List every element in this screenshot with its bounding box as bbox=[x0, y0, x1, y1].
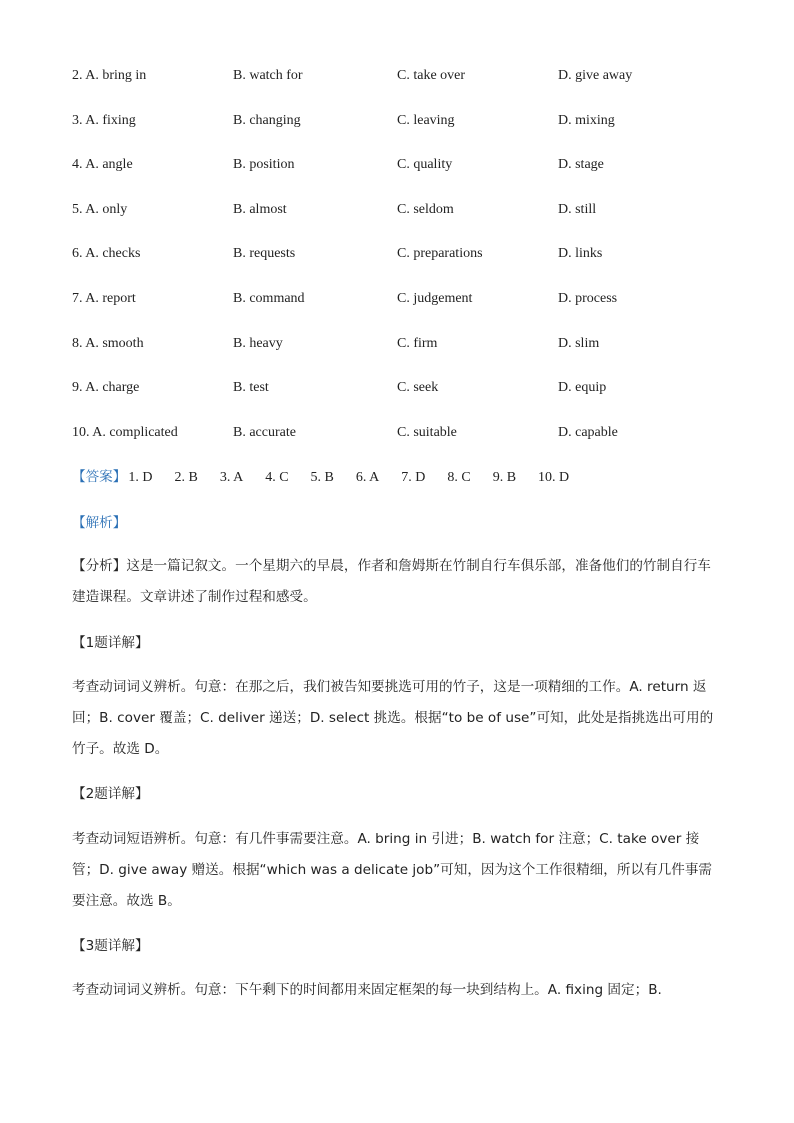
option-a: 5. A. only bbox=[72, 201, 128, 217]
option-row bbox=[72, 289, 732, 334]
option-c: C. leaving bbox=[397, 112, 455, 128]
option-b: B. command bbox=[233, 290, 305, 306]
options-list bbox=[72, 66, 732, 467]
detail-heading: 【1题详解】 bbox=[72, 635, 149, 651]
detail-heading: 【3题详解】 bbox=[72, 938, 149, 954]
detail-paragraph: 考查动词短语辨析。句意：有几件事需要注意。A. bring in 引进；B. watch for 注意；C. take over 接管；D. give away 赠送。根据“which was a delicate job”可知，因为这个工作很精细，所以有几件事需要注意。故选 B。 bbox=[72, 831, 713, 909]
option-a: 8. A. smooth bbox=[72, 335, 144, 351]
option-a: 2. A. bring in bbox=[72, 68, 147, 83]
option-row bbox=[72, 111, 732, 156]
detail-1-heading-block bbox=[72, 627, 722, 659]
option-b: B. changing bbox=[233, 112, 301, 128]
answer-item: 7. D bbox=[401, 470, 426, 485]
option-row bbox=[72, 66, 732, 111]
analysis-intro bbox=[72, 551, 722, 613]
option-d: D. slim bbox=[558, 335, 600, 351]
answer-item: 4. C bbox=[265, 470, 289, 485]
answer-item: 6. A bbox=[355, 470, 380, 485]
detail-3-heading-block bbox=[72, 930, 722, 962]
option-d: D. links bbox=[558, 246, 603, 262]
detail-3-body bbox=[72, 975, 722, 1006]
analysis-label: 【解析】 bbox=[72, 515, 127, 531]
option-c: C. take over bbox=[397, 68, 466, 83]
option-a: 9. A. charge bbox=[72, 380, 140, 396]
option-c: C. seldom bbox=[397, 201, 454, 217]
option-b: B. heavy bbox=[233, 335, 283, 351]
answer-item: 1. D bbox=[128, 470, 153, 485]
analysis-heading-block bbox=[72, 507, 722, 539]
option-d: D. still bbox=[558, 201, 597, 217]
option-row bbox=[72, 378, 732, 423]
option-c: C. judgement bbox=[397, 290, 473, 306]
answer-label: 【答案】 bbox=[72, 469, 127, 485]
detail-1-body bbox=[72, 672, 722, 765]
option-c: C. firm bbox=[397, 335, 438, 351]
answer-item: 10. D bbox=[538, 470, 570, 485]
answer-item: 3. A bbox=[219, 470, 244, 485]
answer-item: 8. C bbox=[447, 470, 471, 485]
answer-item: 2. B bbox=[174, 470, 198, 485]
option-a: 3. A. fixing bbox=[72, 112, 136, 128]
option-d: D. give away bbox=[558, 68, 633, 83]
option-b: B. watch for bbox=[233, 68, 303, 83]
option-b: B. position bbox=[233, 157, 295, 173]
option-row bbox=[72, 244, 732, 289]
answer-item: 5. B bbox=[310, 470, 334, 485]
option-d: D. process bbox=[558, 290, 618, 306]
option-row bbox=[72, 200, 732, 245]
detail-2-heading-block bbox=[72, 778, 722, 810]
option-a: 10. A. complicated bbox=[72, 424, 178, 440]
option-row bbox=[72, 423, 732, 468]
option-d: D. capable bbox=[558, 424, 618, 440]
detail-2-body bbox=[72, 824, 722, 917]
detail-paragraph: 考查动词词义辨析。句意：在那之后，我们被告知要挑选可用的竹子，这是一项精细的工作。A. return 返回；B. cover 覆盖；C. deliver 递送；D. select 挑选。根据“to be of use”可知，此处是指挑选出可用的竹子。故选 D。 bbox=[72, 679, 714, 757]
option-b: B. test bbox=[233, 380, 269, 396]
analysis-intro-label: 【分析】 bbox=[72, 558, 127, 574]
option-d: D. mixing bbox=[558, 112, 615, 128]
option-c: C. preparations bbox=[397, 246, 483, 262]
answer-key bbox=[72, 467, 591, 488]
detail-heading: 【2题详解】 bbox=[72, 786, 149, 802]
option-a: 6. A. checks bbox=[72, 246, 141, 262]
option-b: B. requests bbox=[233, 246, 296, 262]
answer-item: 9. B bbox=[492, 470, 517, 485]
option-row bbox=[72, 334, 732, 379]
option-a: 7. A. report bbox=[72, 290, 136, 306]
analysis-intro-paragraph bbox=[72, 551, 722, 613]
option-c: C. quality bbox=[397, 157, 453, 173]
option-b: B. accurate bbox=[233, 424, 296, 440]
option-d: D. stage bbox=[558, 157, 604, 173]
option-c: C. seek bbox=[397, 380, 439, 396]
option-a: 4. A. angle bbox=[72, 157, 133, 173]
option-d: D. equip bbox=[558, 380, 607, 396]
analysis-intro-text: 这是一篇记叙文。一个星期六的早晨，作者和詹姆斯在竹制自行车俱乐部，准备他们的竹制自行车建造课程。文章讲述了制作过程和感受。 bbox=[72, 558, 711, 605]
detail-paragraph: 考查动词词义辨析。句意：下午剩下的时间都用来固定框架的每一块到结构上。A. fixing 固定；B. bbox=[72, 982, 662, 998]
option-row bbox=[72, 155, 732, 200]
option-c: C. suitable bbox=[397, 424, 457, 440]
option-b: B. almost bbox=[233, 201, 287, 217]
